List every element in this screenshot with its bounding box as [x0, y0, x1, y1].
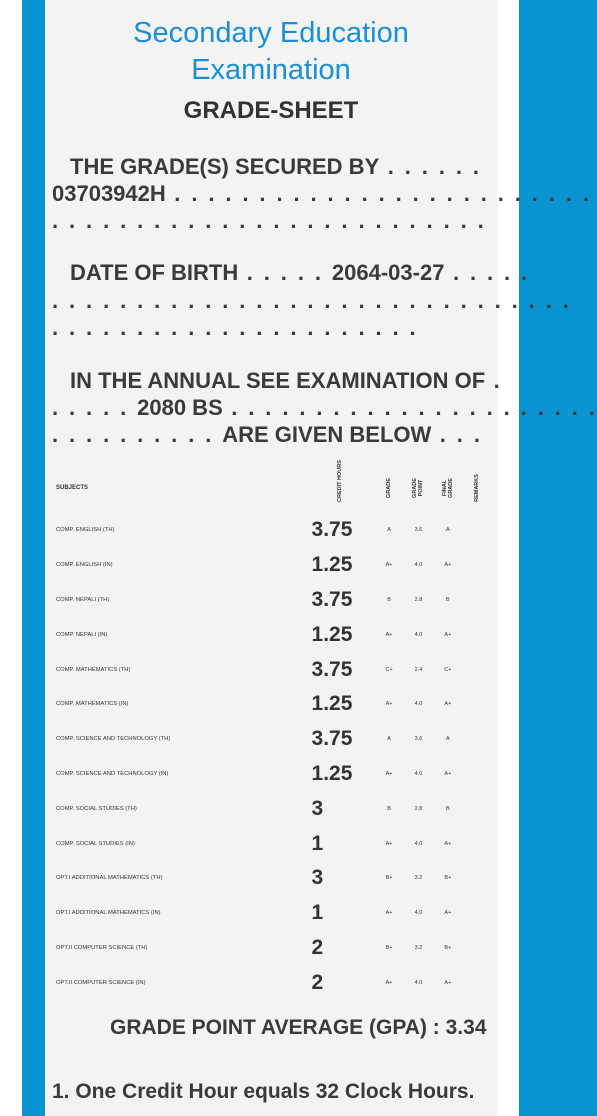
- dotted-line-3: . . . . . . . . . . . . . . . . . . . . . .: [52, 315, 419, 340]
- final-grade-cell: A+: [444, 840, 452, 847]
- credit-hours-cell: 2: [311, 970, 324, 994]
- exam-year-line: . . . . . 2080 BS . . . . . . . . . . . . . . . . . . . . . .: [52, 395, 597, 420]
- grade-point-cell: 4.0: [414, 701, 423, 708]
- credit-hours-cell: 1.25: [311, 761, 353, 785]
- credit-hours-cell: 3.75: [311, 727, 353, 751]
- final-grade-cell: B+: [444, 944, 452, 951]
- grade-cell: A+: [385, 631, 393, 638]
- subject-cell: COMP. SOCIAL STUDIES (TH): [56, 805, 137, 812]
- grade-point-cell: 2.8: [414, 805, 423, 812]
- final-grade-cell: B: [446, 805, 450, 812]
- grade-cell: A+: [385, 910, 393, 917]
- dob-line: DATE OF BIRTH . . . . . 2064-03-27 . . . . .: [70, 260, 530, 285]
- final-grade-cell: B+: [444, 875, 452, 882]
- grade-cell: B: [387, 596, 391, 603]
- credit-hours-cell: 3.75: [311, 657, 353, 681]
- header-grade: GRADE: [386, 478, 393, 498]
- table-row: [52, 513, 492, 548]
- grade-cell: A: [387, 527, 391, 534]
- credit-hours-cell: 1.25: [311, 692, 353, 716]
- header-final-grade: FINAL GRADE: [441, 478, 454, 498]
- grade-cell: A: [387, 736, 391, 743]
- dotted-line-2: . . . . . . . . . . . . . . . . . . . . . . . . . . . . . . .: [52, 288, 572, 313]
- subject-cell: COMP. SCIENCE AND TECHNOLOGY (TH): [56, 736, 171, 743]
- exam-line: IN THE ANNUAL SEE EXAMINATION OF .: [70, 368, 503, 393]
- exam-text: IN THE ANNUAL SEE EXAMINATION OF: [70, 368, 486, 393]
- grade-point-cell: 2.4: [414, 666, 423, 673]
- grade-cell: C+: [385, 666, 393, 673]
- remarks-cell: [463, 617, 492, 652]
- dotted-line-1: . . . . . . . . . . . . . . . . . . . . . . . . . .: [52, 208, 487, 233]
- table-row: [52, 931, 492, 966]
- dob-label: DATE OF BIRTH: [70, 260, 239, 285]
- table-row: [52, 548, 492, 583]
- grade-point-cell: 4.0: [414, 562, 423, 569]
- table-row: [52, 617, 492, 652]
- header-subjects: SUBJECTS: [56, 485, 89, 491]
- subject-cell: COMP. NEPALI (IN): [56, 631, 108, 638]
- final-grade-cell: A+: [444, 979, 452, 986]
- remarks-cell: [463, 687, 492, 722]
- grade-point-cell: 3.6: [414, 736, 423, 743]
- credit-hours-cell: 1.25: [311, 622, 353, 646]
- final-grade-cell: C+: [444, 666, 452, 673]
- table-row: [52, 791, 492, 826]
- table-row: [52, 896, 492, 931]
- final-grade-cell: A+: [444, 770, 452, 777]
- subject-cell: COMP. SOCIAL STUDIES (IN): [56, 840, 135, 847]
- remarks-cell: [463, 826, 492, 861]
- grade-cell: B+: [385, 944, 393, 951]
- secured-by-line: THE GRADE(S) SECURED BY . . . . . .: [70, 154, 482, 179]
- grade-point-cell: 4.0: [414, 770, 423, 777]
- subject-cell: OPT.I ADDITIONAL MATHEMATICS (IN): [56, 910, 161, 917]
- remarks-cell: [463, 652, 492, 687]
- subject-cell: COMP. ENGLISH (IN): [56, 562, 113, 569]
- credit-hours-cell: 3: [311, 796, 324, 820]
- grade-point-cell: 4.0: [414, 840, 423, 847]
- grade-cell: A+: [385, 979, 393, 986]
- secured-by-label: THE GRADE(S) SECURED BY: [70, 154, 380, 179]
- remarks-cell: [463, 896, 492, 931]
- final-grade-cell: A+: [444, 701, 452, 708]
- exam-title-line2: Examination: [191, 54, 351, 86]
- grade-cell: A+: [385, 562, 393, 569]
- table-row: [52, 687, 492, 722]
- symbol-number-line: 03703942H . . . . . . . . . . . . . . . . . . . . . . . . .: [52, 181, 592, 206]
- grade-cell: A+: [385, 701, 393, 708]
- header-credit-hours: CREDIT HOURS: [336, 460, 343, 502]
- table-row: [52, 583, 492, 618]
- header-grade-point: GRADE POINT: [412, 478, 425, 498]
- table-row: [52, 722, 492, 757]
- credit-hours-cell: 3.75: [311, 587, 353, 611]
- exam-title-line1: Secondary Education: [133, 17, 409, 49]
- remarks-cell: [463, 513, 492, 548]
- left-margin-stripe: [0, 0, 22, 1116]
- table-row: [52, 965, 492, 1000]
- symbol-number: 03703942H: [52, 181, 166, 206]
- gpa-summary: GRADE POINT AVERAGE (GPA) : 3.34: [110, 1016, 487, 1039]
- remarks-cell: [463, 548, 492, 583]
- remarks-cell: [463, 965, 492, 1000]
- header-remarks: REMARKS: [474, 474, 481, 502]
- remarks-cell: [463, 757, 492, 792]
- grade-point-cell: 3.6: [414, 527, 423, 534]
- exam-year: 2080 BS: [137, 395, 223, 420]
- final-grade-cell: A: [446, 736, 450, 743]
- grade-point-cell: 3.2: [414, 944, 423, 951]
- right-margin-stripe: [497, 0, 519, 1116]
- final-grade-cell: A+: [444, 910, 452, 917]
- grades-table: [52, 460, 492, 1000]
- final-grade-cell: B: [446, 596, 450, 603]
- credit-hours-cell: 1: [311, 901, 324, 925]
- subject-cell: OPT.I ADDITIONAL MATHEMATICS (TH): [56, 875, 163, 882]
- final-grade-cell: A+: [444, 562, 452, 569]
- grades-table-header: [52, 463, 492, 513]
- grade-cell: B: [387, 805, 391, 812]
- credit-hours-cell: 1.25: [311, 553, 353, 577]
- subject-cell: OPT.II COMPUTER SCIENCE (TH): [56, 944, 148, 951]
- subject-cell: COMP. SCIENCE AND TECHNOLOGY (IN): [56, 770, 169, 777]
- credit-hours-cell: 2: [311, 935, 324, 959]
- grade-point-cell: 4.0: [414, 979, 423, 986]
- subject-cell: COMP. MATHEMATICS (TH): [56, 666, 131, 673]
- table-row: [52, 826, 492, 861]
- table-row: [52, 757, 492, 792]
- table-row: [52, 861, 492, 896]
- subject-cell: COMP. NEPALI (TH): [56, 596, 110, 603]
- subject-cell: OPT.II COMPUTER SCIENCE (IN): [56, 979, 146, 986]
- grade-point-cell: 4.0: [414, 910, 423, 917]
- grade-point-cell: 4.0: [414, 631, 423, 638]
- final-grade-cell: A+: [444, 631, 452, 638]
- final-grade-cell: A: [446, 527, 450, 534]
- credit-hours-cell: 3: [311, 866, 324, 890]
- remarks-cell: [463, 861, 492, 896]
- credit-hours-cell: 1: [311, 831, 324, 855]
- grade-point-cell: 2.8: [414, 596, 423, 603]
- dob-value: 2064-03-27: [331, 260, 445, 285]
- grade-point-cell: 3.2: [414, 875, 423, 882]
- given-below-text: ARE GIVEN BELOW: [222, 422, 432, 447]
- grade-cell: A+: [385, 770, 393, 777]
- remarks-cell: [463, 791, 492, 826]
- remarks-cell: [463, 931, 492, 966]
- credit-hour-note: 1. One Credit Hour equals 32 Clock Hours.: [52, 1080, 475, 1103]
- credit-hours-cell: 3.75: [311, 518, 353, 542]
- grade-cell: A+: [385, 840, 393, 847]
- table-row: [52, 652, 492, 687]
- given-below-line: . . . . . . . . . . ARE GIVEN BELOW . . .: [52, 422, 483, 447]
- remarks-cell: [463, 583, 492, 618]
- subject-cell: COMP. MATHEMATICS (IN): [56, 701, 129, 708]
- subject-cell: COMP. ENGLISH (TH): [56, 527, 115, 534]
- grade-sheet-heading: GRADE-SHEET: [183, 97, 359, 124]
- remarks-cell: [463, 722, 492, 757]
- grade-cell: B+: [385, 875, 393, 882]
